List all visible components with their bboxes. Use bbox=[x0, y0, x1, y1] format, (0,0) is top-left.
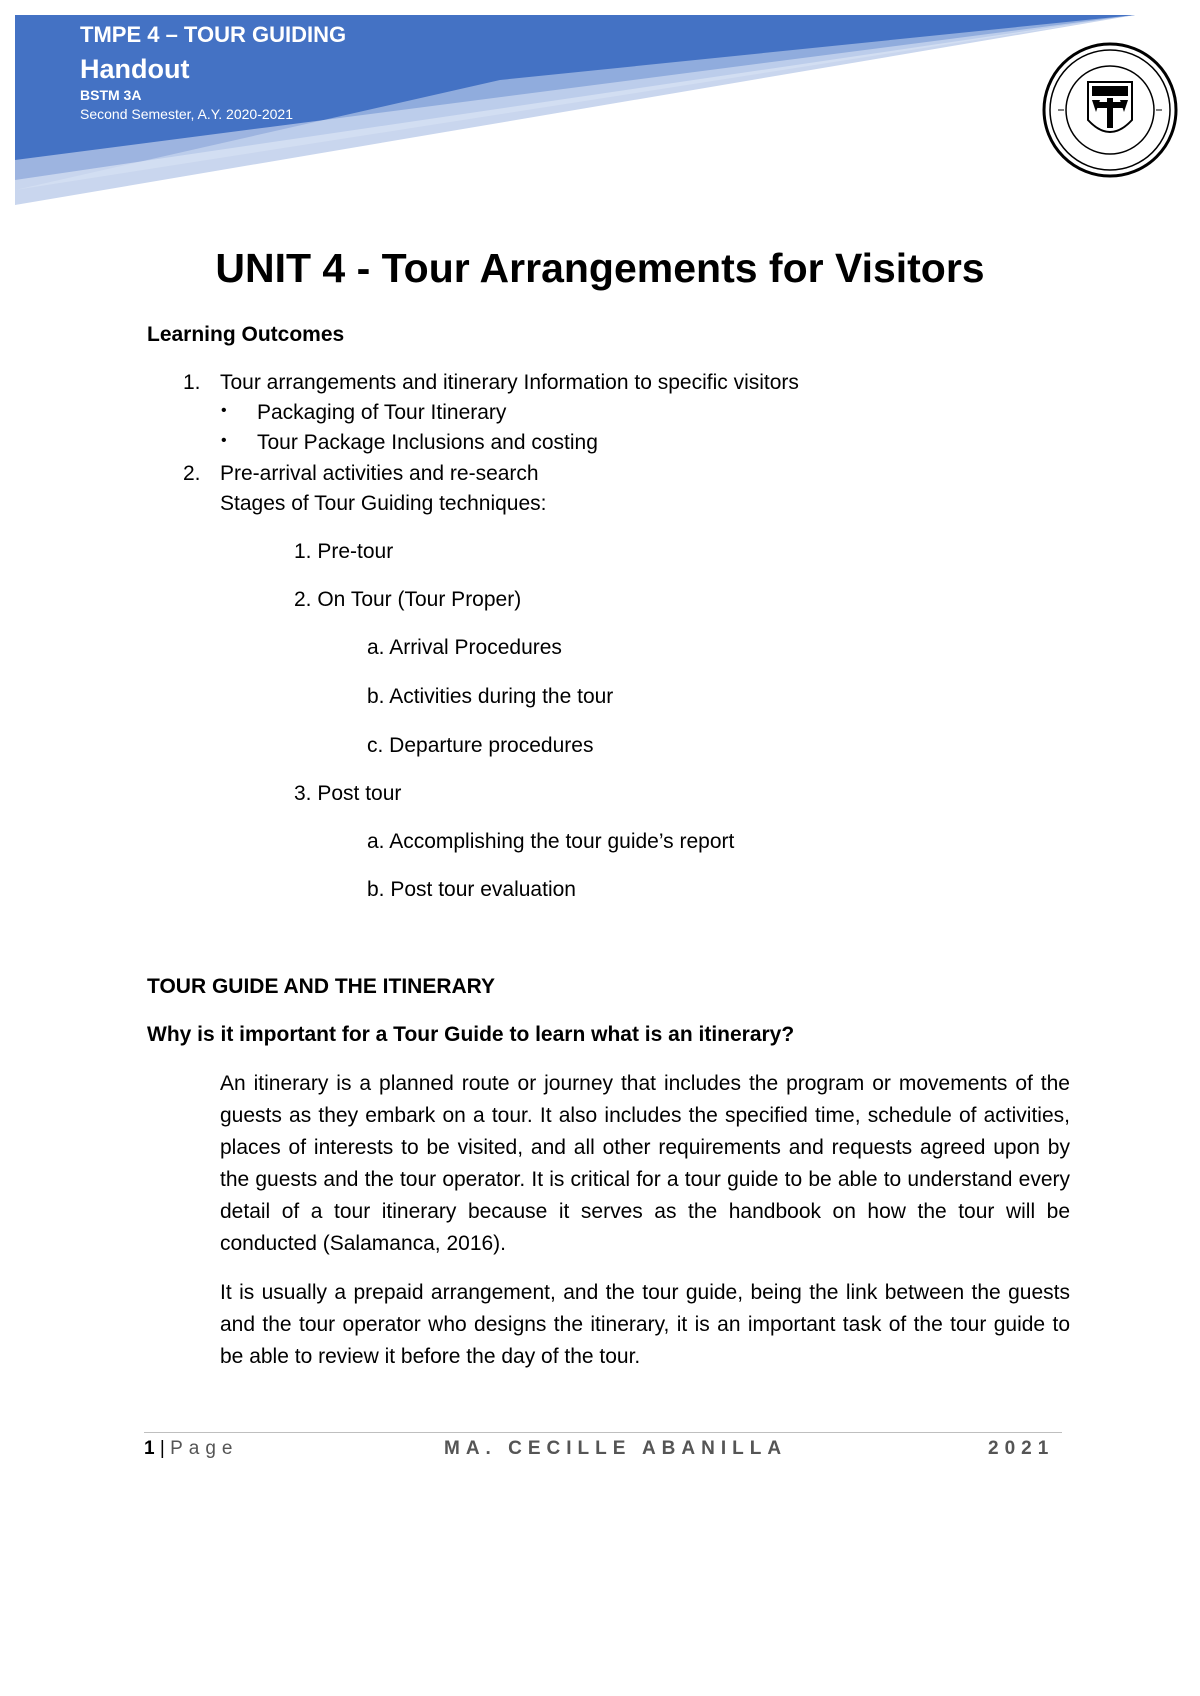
outcome-text-2: Pre-arrival activities and re-search bbox=[220, 462, 539, 485]
class-section: BSTM 3A bbox=[80, 87, 142, 103]
document-type: Handout bbox=[80, 54, 190, 84]
unit-title: UNIT 4 - Tour Arrangements for Visitors bbox=[215, 245, 985, 291]
footer-author: MA. CECILLE ABANILLA bbox=[444, 1438, 788, 1459]
college-seal-logo bbox=[1040, 40, 1180, 180]
course-title: TMPE 4 – TOUR GUIDING bbox=[80, 22, 347, 47]
outcome-text-1: Tour arrangements and itinerary Information to specific visitors bbox=[220, 371, 799, 394]
page-number: 1 bbox=[144, 1438, 155, 1459]
section-heading: TOUR GUIDE AND THE ITINERARY bbox=[147, 975, 496, 998]
footer-page bbox=[144, 1438, 238, 1460]
paragraph-1: An itinerary is a planned route or journey that includes the program or movements of the guests as they embark on a tour. It also includes the specified time, schedule of activities, places of interests to be visited, and all other requirements and requests agreed upon by the guests and the tour operator. It is critical for a tour guide to be able to understand every detail of a tour itinerary because it serves as the handbook on how the tour will be conducted (Salamanca, 2016). bbox=[220, 1072, 1070, 1255]
outcome-bullet-2: Tour Package Inclusions and costing bbox=[257, 431, 598, 454]
on-tour-item-a: a. Arrival Procedures bbox=[367, 636, 562, 659]
bullet-icon: • bbox=[221, 402, 227, 419]
footer-year: 2021 bbox=[988, 1438, 1055, 1459]
post-tour-item-a: a. Accomplishing the tour guide’s report bbox=[367, 830, 735, 853]
stage-post-tour: 3. Post tour bbox=[294, 782, 402, 805]
learning-outcomes-heading: Learning Outcomes bbox=[147, 323, 345, 346]
stage-on-tour: 2. On Tour (Tour Proper) bbox=[294, 588, 522, 611]
outcome-number-2: 2. bbox=[183, 462, 201, 485]
on-tour-item-c: c. Departure procedures bbox=[367, 734, 594, 757]
footer-separator: | bbox=[159, 1438, 165, 1459]
outcome-number-1: 1. bbox=[183, 371, 201, 394]
bullet-icon: • bbox=[221, 432, 227, 449]
footer-divider bbox=[144, 1432, 1062, 1433]
section-question: Why is it important for a Tour Guide to learn what is an itinerary? bbox=[147, 1023, 795, 1046]
on-tour-item-b: b. Activities during the tour bbox=[367, 685, 614, 708]
page-label: Page bbox=[170, 1438, 239, 1459]
semester: Second Semester, A.Y. 2020-2021 bbox=[80, 106, 294, 122]
stages-label: Stages of Tour Guiding techniques: bbox=[220, 492, 547, 515]
paragraph-2: It is usually a prepaid arrangement, and the tour guide, being the link between the guests and the tour operator who designs the itinerary, it is an important task of the tour guide to be able to review it before the day of the tour. bbox=[220, 1281, 1070, 1368]
outcome-bullet-1: Packaging of Tour Itinerary bbox=[257, 401, 507, 424]
stage-pre-tour: 1. Pre-tour bbox=[294, 540, 394, 563]
post-tour-item-b: b. Post tour evaluation bbox=[367, 878, 576, 901]
